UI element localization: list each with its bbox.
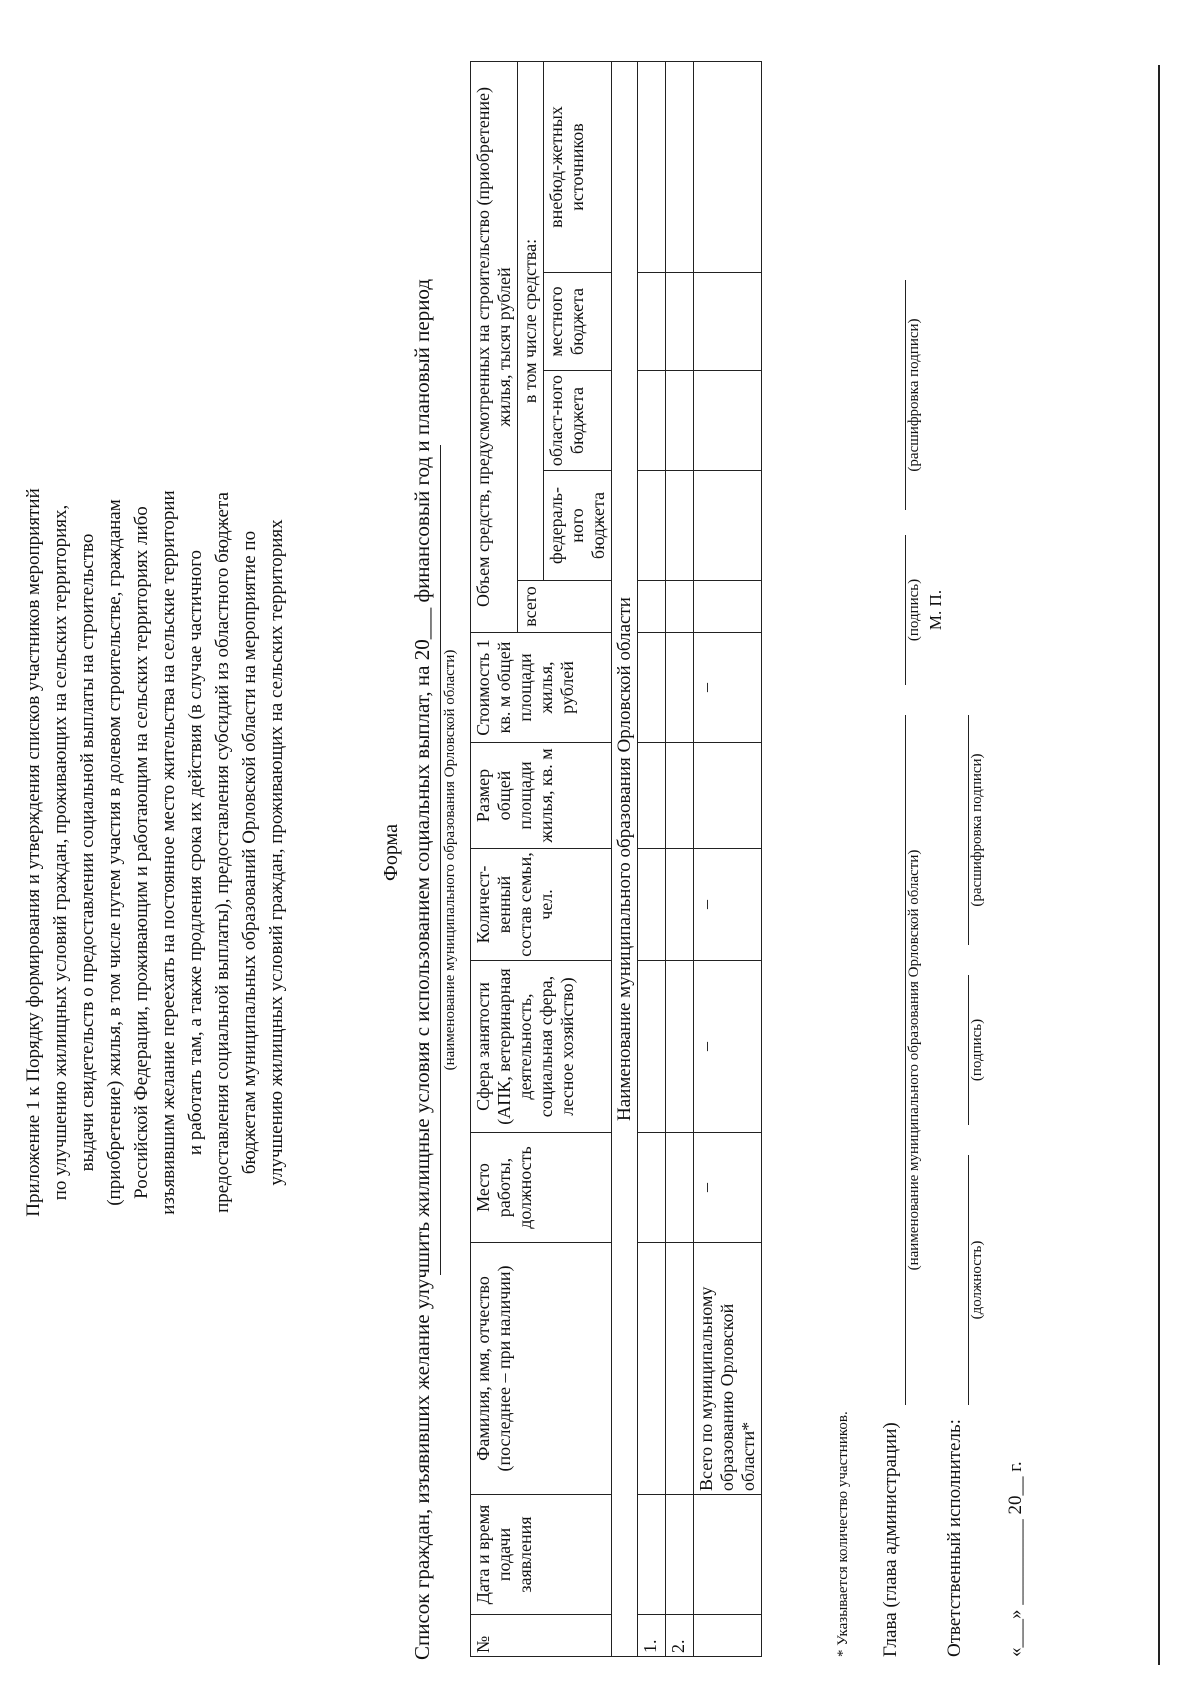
head-signature-caption: (подпись)	[906, 578, 922, 642]
list-title: Список граждан, изъявивших желание улучшить жилищные условия с использованием социальных выплат, на 20___ финансовый год и плановый период	[410, 278, 434, 1660]
footnote: * Указывается количество участников.	[835, 1411, 851, 1657]
header-volume: Объем средств, предусмотренных на строительство (приобретение) жилья, тысяч рублей	[471, 61, 518, 632]
head-caption: (наименование муниципального образования Орловской области)	[906, 849, 922, 1271]
total-workplace-dash: –	[694, 1133, 762, 1243]
executor-decoding-caption: (расшифровка подписи)	[969, 753, 985, 907]
header-family: Количест-венный состав семьи, чел.	[471, 849, 612, 961]
total-sphere-dash: –	[694, 961, 762, 1133]
date-line: «___» _________ 20__ г.	[1005, 1461, 1026, 1657]
row-num: 1.	[638, 1615, 666, 1657]
appendix-line: по улучшению жилищных условий граждан, проживающих на сельских территориях,	[50, 504, 71, 1201]
header-including: в том числе средства:	[518, 61, 544, 580]
total-family-dash: –	[694, 849, 762, 961]
header-date: Дата и время подачи заявления	[471, 1495, 612, 1615]
appendix-header	[20, 0, 290, 1705]
municipality-line	[440, 445, 441, 1275]
executor-label: Ответственный исполнитель:	[944, 1419, 965, 1657]
total-row	[694, 61, 762, 1656]
header-workplace: Место работы, должность	[471, 1133, 612, 1243]
table-row	[666, 61, 694, 1656]
head-label: Глава (глава администрации)	[880, 1422, 901, 1657]
header-area: Размер общей площади жилья, кв. м	[471, 743, 612, 849]
executor-signature-caption: (подпись)	[969, 1018, 985, 1082]
header-federal: федераль-ного бюджета	[544, 471, 612, 581]
appendix-line: (приобретение) жилья, в том числе путем участия в долевом строительстве, гражданам	[104, 499, 125, 1206]
appendix-line: изъявившим желание переехать на постоянное место жительства на сельские территории	[158, 490, 179, 1215]
form-label: Форма	[380, 824, 402, 881]
header-cost: Стоимость 1 кв. м общей площади жилья, рублей	[471, 633, 612, 743]
head-decoding-caption: (расшифровка подписи)	[906, 318, 922, 472]
section-row	[612, 61, 638, 1656]
stamp-label: М. П.	[926, 589, 945, 631]
appendix-line: Приложение 1 к Порядку формирования и утверждения списков участников мероприятий	[23, 488, 44, 1217]
table-header-row	[471, 61, 518, 1656]
appendix-line: и работать там, а также продления срока их действия (в случае частичного	[185, 549, 206, 1156]
total-cost-dash: –	[694, 633, 762, 743]
appendix-line: выдачи свидетельств о предоставлении социальной выплаты на строительство	[77, 533, 98, 1172]
page-bottom-rule	[1158, 65, 1160, 1665]
header-num: №	[471, 1615, 612, 1657]
appendix-line: предоставления социальной выплаты), предоставления субсидий из областного бюджета	[212, 492, 233, 1213]
header-name: Фамилия, имя, отчество (последнее – при наличии)	[471, 1243, 612, 1495]
header-local: местного бюджета	[544, 273, 612, 371]
header-sphere: Сфера занятости (АПК, ветеринарная деятельность, социальная сфера, лесное хозяйство)	[471, 961, 612, 1133]
participants-table	[470, 61, 762, 1657]
appendix-line: бюджетам муниципальных образований Орловской области на мероприятие по	[239, 530, 260, 1175]
executor-position-caption: (должность)	[969, 1240, 985, 1320]
municipality-caption: (наименование муниципального образования Орловской области)	[442, 649, 458, 1071]
row-num: 2.	[666, 1615, 694, 1657]
appendix-line: улучшению жилищных условий граждан, проживающих на сельских территориях	[266, 519, 287, 1186]
appendix-line: Российской Федерации, проживающим и работающим на сельских территориях либо	[131, 506, 152, 1199]
table-row	[638, 61, 666, 1656]
section-title: Наименование муниципального образования Орловской области	[612, 61, 638, 1656]
total-label: Всего по муниципальному образованию Орловской области*	[694, 1243, 762, 1495]
header-extra: внебюд-жетных источников	[544, 61, 612, 272]
header-total: всего	[518, 581, 612, 633]
header-regional: област-ного бюджета	[544, 371, 612, 471]
